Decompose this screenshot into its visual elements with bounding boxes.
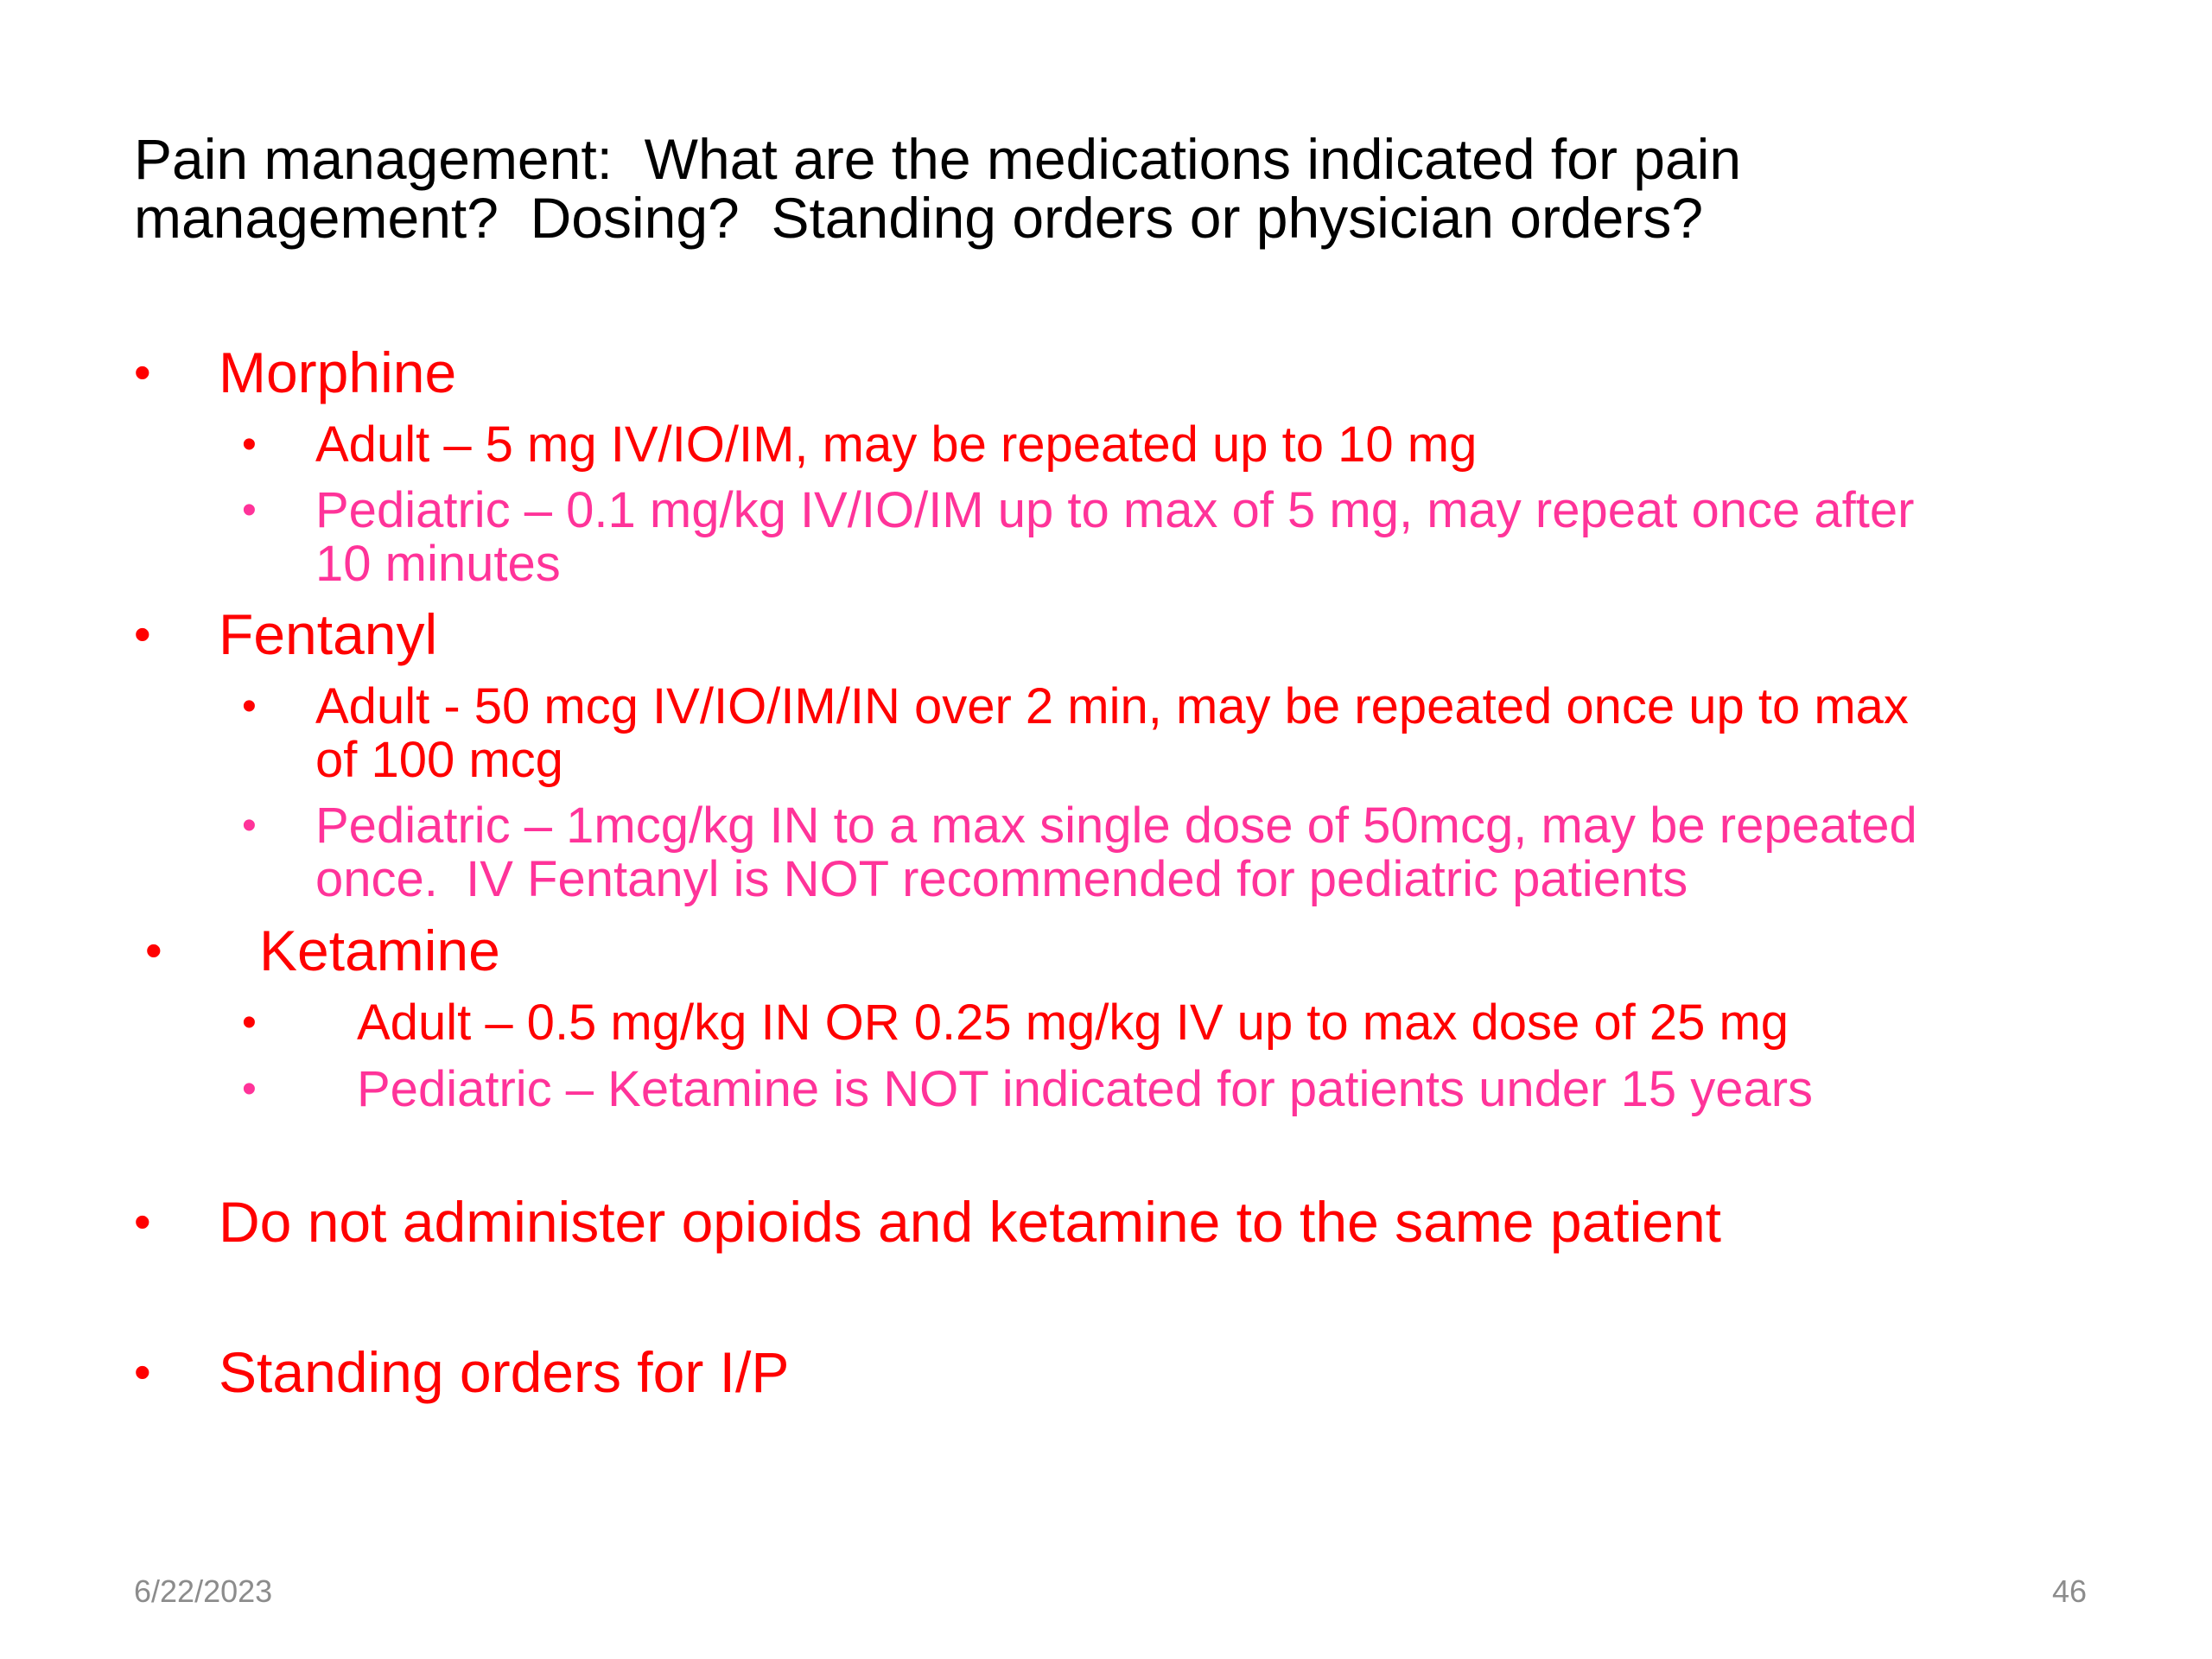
ketamine-pediatric-dose: Pediatric – Ketamine is NOT indicated for patients under 15 years <box>357 1061 1814 1117</box>
ketamine-label: Ketamine <box>259 918 500 982</box>
list-item-morphine <box>134 341 2121 404</box>
list-item-standing-orders <box>134 1341 2121 1403</box>
bullet-icon: • <box>145 923 162 977</box>
bullet-icon: • <box>242 1000 257 1046</box>
bullet-icon: • <box>134 345 151 399</box>
bullet-icon: • <box>134 607 151 661</box>
list-item-ketamine <box>145 919 2133 982</box>
standing-orders-note: Standing orders for I/P <box>219 1340 790 1404</box>
fentanyl-pediatric-dose: Pediatric – 1mcg/kg IN to a max single dose of 50mcg, may be repeated once. IV Fentanyl is NOT recommended for pediatric patients <box>315 798 1917 907</box>
slide-title: Pain management: What are the medications indicated for pain management? Dosing? Standing orders or physician orders? <box>134 127 1742 250</box>
list-item-ketamine-pediatric <box>242 1063 2143 1116</box>
list-item-fentanyl <box>134 603 2121 665</box>
list-item-morphine-adult <box>242 418 2143 472</box>
bullet-icon: • <box>134 1194 151 1249</box>
fentanyl-label: Fentanyl <box>219 602 438 666</box>
list-item-fentanyl-pediatric <box>242 799 2143 906</box>
opioids-note: Do not administer opioids and ketamine to the same patient <box>219 1190 1722 1254</box>
list-item-ketamine-adult <box>242 996 2143 1050</box>
bullet-icon: • <box>134 1344 151 1399</box>
ketamine-adult-dose: Adult – 0.5 mg/kg IN OR 0.25 mg/kg IV up to max dose of 25 mg <box>357 995 1789 1051</box>
list-item-fentanyl-adult <box>242 680 2143 787</box>
bullet-icon: • <box>242 683 257 729</box>
fentanyl-adult-dose: Adult - 50 mcg IV/IO/IM/IN over 2 min, may be repeated once up to max of 100 mcg <box>315 678 1909 788</box>
footer-date: 6/22/2023 <box>134 1573 273 1609</box>
page-number: 46 <box>2051 1573 2087 1609</box>
bullet-icon: • <box>242 1066 257 1112</box>
bullet-icon: • <box>242 487 257 533</box>
list-item-opioids-note <box>134 1191 2121 1253</box>
morphine-pediatric-dose: Pediatric – 0.1 mg/kg IV/IO/IM up to max of 5 mg, may repeat once after 10 minutes <box>315 482 1915 592</box>
list-item-morphine-pediatric <box>242 484 2143 591</box>
bullet-icon: • <box>242 422 257 467</box>
bullet-icon: • <box>242 803 257 849</box>
morphine-label: Morphine <box>219 340 457 404</box>
morphine-adult-dose: Adult – 5 mg IV/IO/IM, may be repeated up to 10 mg <box>315 416 1478 473</box>
